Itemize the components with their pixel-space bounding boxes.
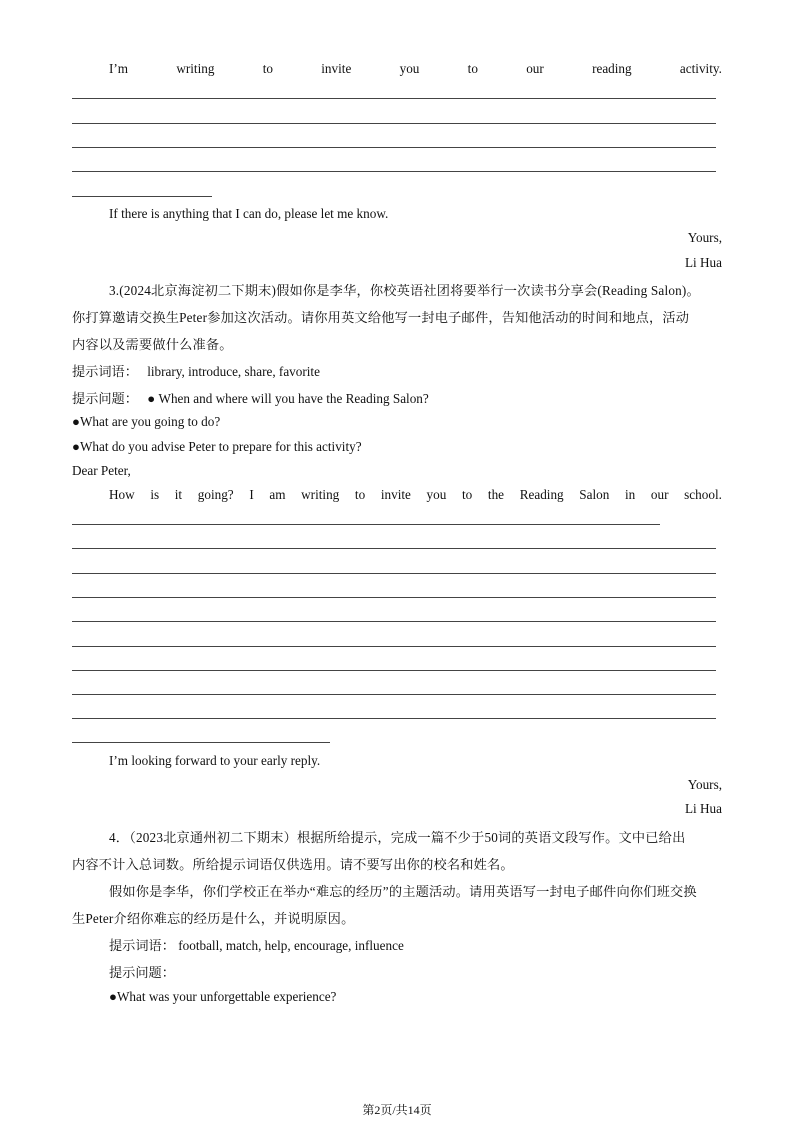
q3-prompt-line3: 内容以及需要做什么准备。: [72, 337, 233, 352]
q3-hint-questions: [72, 388, 429, 407]
hint-words: football, match, help, encourage, influence: [178, 938, 404, 953]
word: How: [109, 487, 135, 502]
answer-line: [72, 621, 716, 622]
answer-line: [72, 646, 716, 647]
word: going?: [197, 487, 234, 502]
word: to: [354, 487, 366, 502]
word: writing: [176, 61, 215, 76]
answer-line-short: [72, 742, 330, 743]
hint-questions-label: 提示问题：: [109, 965, 175, 980]
word: school.: [684, 487, 722, 502]
hint-question: ●What was your unforgettable experience?: [109, 989, 337, 1004]
section2-opening-line: [109, 61, 722, 77]
answer-line: [72, 171, 716, 172]
word: is: [150, 487, 160, 502]
closing-line: If there is anything that I can do, please let me know.: [109, 206, 389, 221]
q3-prompt-line1: 3.(2024北京海淀初二下期末)假如你是李华，你校英语社团将要举行一次读书分享会(Reading Salon)。: [109, 283, 700, 298]
word: invite: [380, 487, 411, 502]
signature: Li Hua: [685, 801, 722, 816]
signature: Li Hua: [685, 255, 722, 270]
page-number: 第2页/共14页: [362, 1103, 432, 1117]
q4-prompt-line3: 假如你是李华，你们学校正在举办“难忘的经历”的主题活动。请用英语写一封电子邮件向你们班交换: [109, 884, 697, 899]
answer-line: [72, 694, 716, 695]
answer-line-partial: [72, 524, 660, 525]
q4-prompt-line2: 内容不计入总词数。所给提示词语仅供选用。请不要写出你的校名和姓名。: [72, 857, 514, 872]
word: I’m: [109, 61, 129, 76]
q3-prompt-line2: 你打算邀请交换生Peter参加这次活动。请你用英文给他写一封电子邮件，告知他活动的时间和地点，活动: [72, 310, 690, 325]
salutation: Dear Peter,: [72, 463, 131, 478]
answer-line: [72, 597, 716, 598]
answer-line-short: [72, 196, 212, 197]
hint-questions-label: 提示问题：: [72, 391, 138, 406]
signoff: Yours,: [687, 230, 722, 245]
word: to: [461, 487, 473, 502]
word: activity.: [679, 61, 722, 76]
answer-line: [72, 98, 716, 99]
q4-prompt-line4: 生Peter介绍你难忘的经历是什么，并说明原因。: [72, 911, 355, 926]
q4-prompt-line1: 4．（2023北京通州初二下期末）根据所给提示，完成一篇不少于50词的英语文段写作。文中已给出: [109, 830, 686, 845]
word: our: [650, 487, 669, 502]
answer-line: [72, 548, 716, 549]
hint-question: ●What are you going to do?: [72, 414, 221, 429]
word: it: [174, 487, 183, 502]
answer-line: [72, 123, 716, 124]
q4-hint-words: [109, 935, 404, 954]
hint-question: ●What do you advise Peter to prepare for this activity?: [72, 439, 362, 454]
word: to: [467, 61, 478, 76]
hint-question: ● When and where will you have the Reading Salon?: [147, 391, 429, 406]
word: the: [487, 487, 505, 502]
signoff: Yours,: [687, 777, 722, 792]
answer-line: [72, 147, 716, 148]
answer-line: [72, 670, 716, 671]
word: I: [249, 487, 254, 502]
word: Reading: [519, 487, 564, 502]
word: invite: [321, 61, 352, 76]
word: writing: [301, 487, 340, 502]
word: in: [625, 487, 636, 502]
word: am: [269, 487, 286, 502]
answer-line: [72, 718, 716, 719]
word: to: [262, 61, 273, 76]
hint-words-label: 提示词语：: [72, 364, 138, 379]
q3-hint-words: [72, 361, 320, 380]
hint-words: library, introduce, share, favorite: [147, 364, 320, 379]
closing-line: I’m looking forward to your early reply.: [109, 753, 321, 768]
answer-line: [72, 573, 716, 574]
word: you: [426, 487, 447, 502]
word: our: [526, 61, 544, 76]
word: Salon: [579, 487, 610, 502]
word: you: [399, 61, 420, 76]
word: reading: [592, 61, 632, 76]
hint-words-label: 提示词语：: [109, 938, 175, 953]
q3-opening-line: [109, 487, 722, 503]
